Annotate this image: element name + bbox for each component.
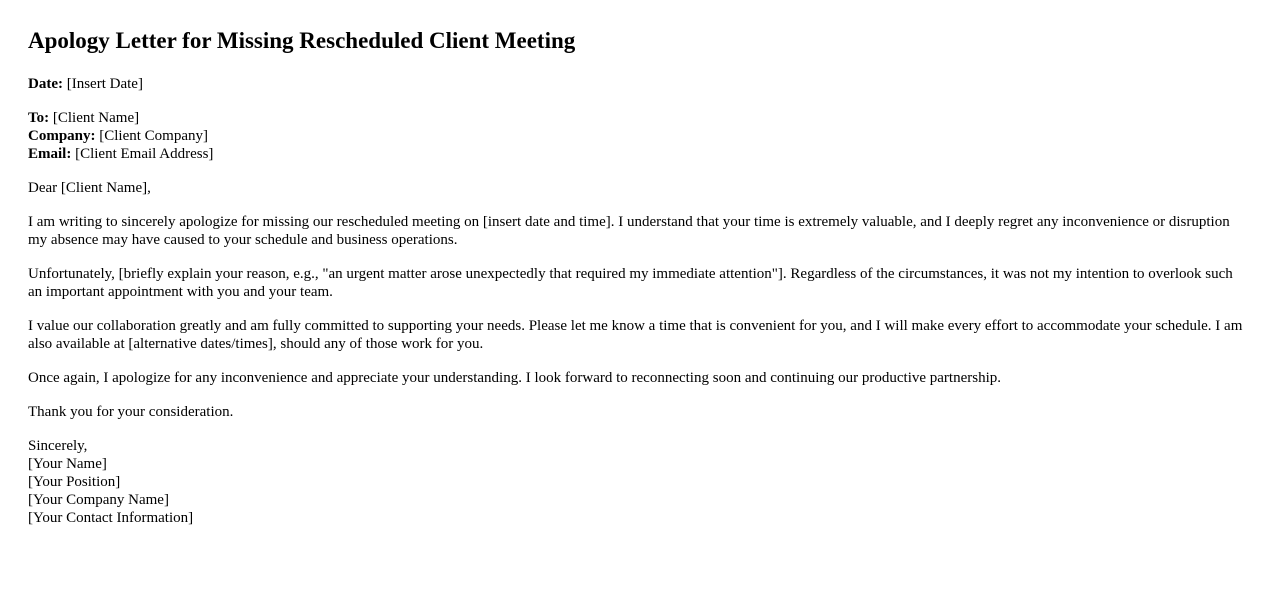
body-paragraph-4: Once again, I apologize for any inconvenience and appreciate your understanding. I look forward to reconnecting soon and continuing our productive partnership. — [28, 370, 1002, 386]
salutation: Dear [Client Name], — [28, 180, 151, 196]
body-paragraph-1: I am writing to sincerely apologize for missing our rescheduled meeting on [insert date and time]. I understand that your time is extremely valuable, and I deeply regret any inconvenience or disruption my absence may have caused to your schedule and business operations. — [28, 214, 1230, 248]
closing-company: [Your Company Name] — [28, 492, 169, 508]
closing-block — [28, 437, 1250, 527]
page-title: Apology Letter for Missing Rescheduled Client Meeting — [28, 28, 576, 53]
to-line — [28, 109, 1250, 127]
body-paragraph-3: I value our collaboration greatly and am fully committed to supporting your needs. Please let me know a time that is convenient for you, and I will make every effort to accommodate your schedule. I am also available at [alternative dates/times], should any of those work for you. — [28, 318, 1243, 352]
date-label: Date: — [28, 76, 63, 92]
email-label: Email: — [28, 146, 72, 162]
company-line — [28, 127, 1250, 145]
to-value: [Client Name] — [52, 110, 140, 126]
closing-name: [Your Name] — [28, 456, 107, 472]
body-paragraph-2: Unfortunately, [briefly explain your reason, e.g., "an urgent matter arose unexpectedly that required my immediate attention"]. Regardless of the circumstances, it was not my intention to overlook such an important appointment with you and your team. — [28, 266, 1233, 300]
recipient-block — [28, 109, 1250, 163]
company-label: Company: — [28, 128, 96, 144]
body-paragraph-5: Thank you for your consideration. — [28, 404, 234, 420]
closing-signoff: Sincerely, — [28, 438, 88, 454]
to-label: To: — [28, 110, 50, 126]
closing-contact: [Your Contact Information] — [28, 510, 194, 526]
date-value: [Insert Date] — [66, 76, 143, 92]
email-line — [28, 145, 1250, 163]
email-value: [Client Email Address] — [75, 146, 214, 162]
company-value: [Client Company] — [99, 128, 209, 144]
closing-position: [Your Position] — [28, 474, 121, 490]
date-line — [28, 75, 1250, 93]
